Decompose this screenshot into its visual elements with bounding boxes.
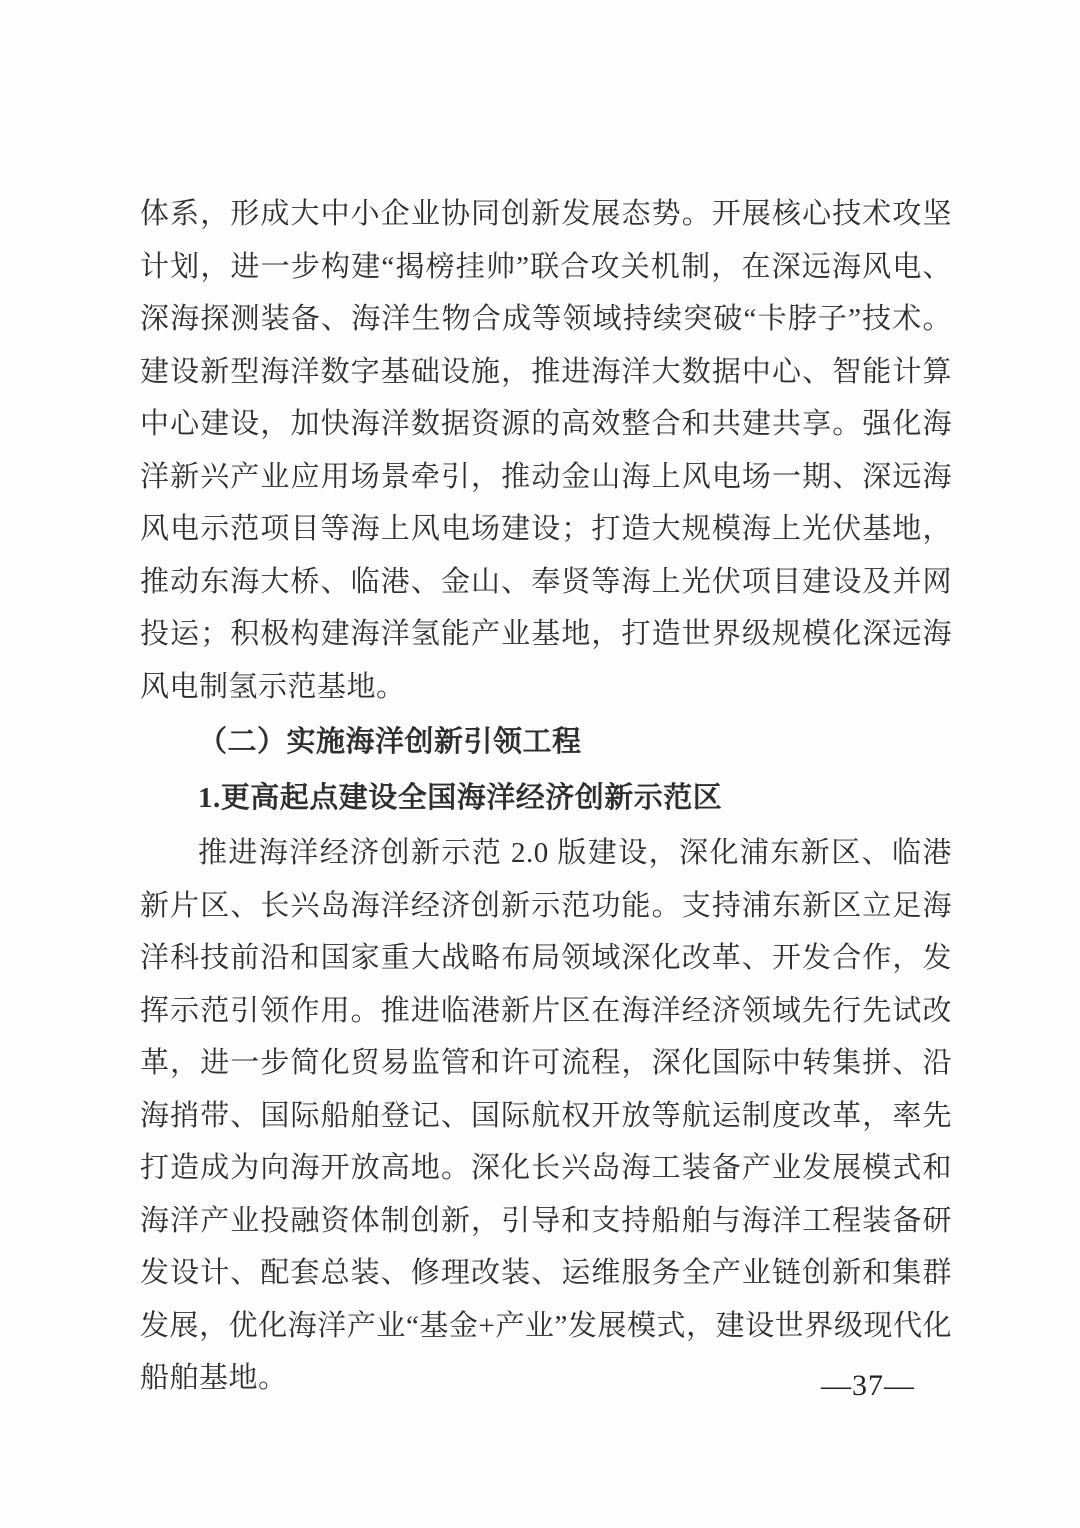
sub-heading: 1.更高起点建设全国海洋经济创新示范区 bbox=[198, 781, 723, 814]
section-heading: （二）实施海洋创新引领工程 bbox=[198, 726, 582, 758]
page-number: —37— bbox=[821, 1369, 915, 1402]
document-body bbox=[140, 188, 952, 1405]
paragraph-body: 推进海洋经济创新示范 2.0 版建设，深化浦东新区、临港新片区、长兴岛海洋经济创新示范功能。支持浦东新区立足海洋科技前沿和国家重大战略布局领域深化改革、开发合作，发挥示范引领作用。推进临港新片区在海洋经济领域先行先试改革，进一步简化贸易监管和许可流程，深化国际中转集拼、沿海捎带、国际船舶登记、国际航权开放等航运制度改革，率先打造成为向海开放高地。深化长兴岛海工装备产业发展模式和海洋产业投融资体制创新，引导和支持船舶与海洋工程装备研发设计、配套总装、修理改装、运维服务全产业链创新和集群发展，优化海洋产业“基金+产业”发展模式，建设世界级现代化船舶基地。 bbox=[140, 837, 952, 1394]
paragraph-continued: 体系，形成大中小企业协同创新发展态势。开展核心技术攻坚计划，进一步构建“揭榜挂帅”联合攻关机制，在深远海风电、深海探测装备、海洋生物合成等领域持续突破“卡脖子”技术。建设新型海洋数字基础设施，推进海洋大数据中心、智能计算中心建设，加快海洋数据资源的高效整合和共建共享。强化海洋新兴产业应用场景牵引，推动金山海上风电场一期、深远海风电示范项目等海上风电场建设；打造大规模海上光伏基地，推动东海大桥、临港、金山、奉贤等海上光伏项目建设及并网投运；积极构建海洋氢能产业基地，打造世界级规模化深远海风电制氢示范基地。 bbox=[140, 198, 952, 703]
